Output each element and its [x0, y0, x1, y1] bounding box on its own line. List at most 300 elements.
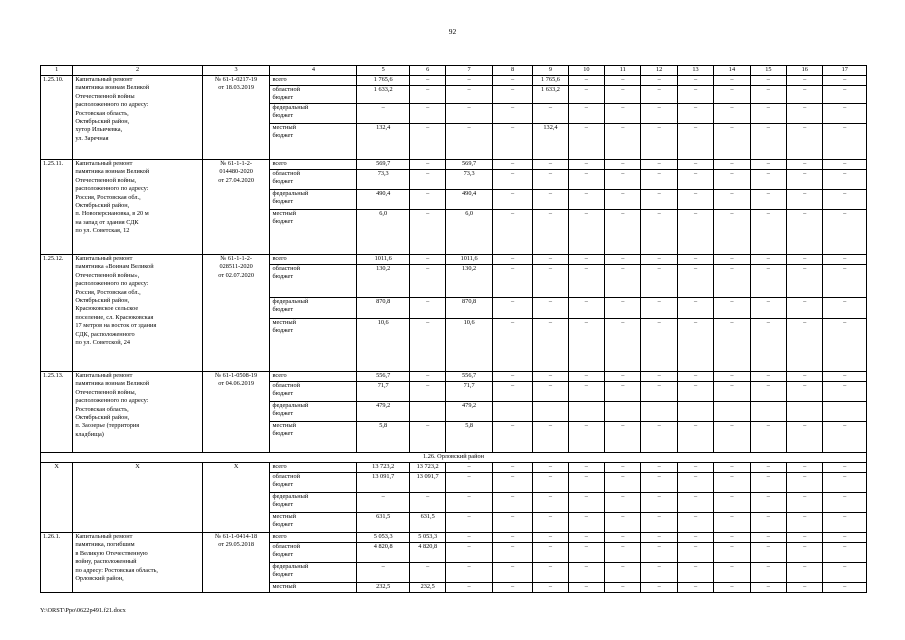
value-cell: –	[787, 583, 823, 593]
value-cell	[641, 402, 677, 422]
value-cell: –	[787, 265, 823, 298]
column-header: 9	[533, 66, 568, 76]
value-cell: –	[492, 583, 532, 593]
value-cell: 5,8	[446, 422, 493, 453]
document-number: Х	[202, 463, 270, 533]
value-cell: –	[823, 563, 867, 583]
column-header: 5	[357, 66, 410, 76]
value-cell: 569,7	[446, 160, 493, 170]
value-cell: –	[533, 563, 568, 583]
value-cell: –	[605, 160, 641, 170]
value-cell: –	[787, 160, 823, 170]
funding-source: местный бюджет	[270, 513, 357, 533]
table-row	[41, 160, 867, 170]
value-cell: –	[568, 533, 604, 543]
value-cell: –	[677, 463, 713, 473]
value-cell: 13 723,2	[409, 463, 445, 473]
value-cell: –	[446, 463, 493, 473]
value-cell: –	[641, 583, 677, 593]
value-cell: –	[714, 533, 750, 543]
value-cell: –	[641, 463, 677, 473]
item-number: Х	[41, 463, 73, 533]
value-cell: –	[533, 422, 568, 453]
value-cell: 10,6	[446, 319, 493, 372]
value-cell: –	[446, 86, 493, 104]
value-cell: –	[409, 265, 445, 298]
value-cell: –	[492, 372, 532, 382]
funding-source: федеральный бюджет	[270, 104, 357, 124]
funding-source: местный бюджет	[270, 422, 357, 453]
value-cell: –	[677, 533, 713, 543]
value-cell: –	[641, 86, 677, 104]
value-cell: –	[409, 190, 445, 210]
value-cell: –	[533, 160, 568, 170]
value-cell: –	[605, 124, 641, 160]
column-header: 13	[677, 66, 713, 76]
value-cell: –	[533, 543, 568, 563]
column-header: 16	[787, 66, 823, 76]
value-cell: –	[750, 319, 786, 372]
value-cell: –	[533, 493, 568, 513]
document-number: № 61-1-0217-19 от 18.03.2019	[202, 76, 270, 160]
value-cell: –	[787, 382, 823, 402]
value-cell: –	[714, 210, 750, 255]
funding-source: областной бюджет	[270, 543, 357, 563]
value-cell: –	[750, 493, 786, 513]
value-cell: –	[533, 372, 568, 382]
value-cell: –	[357, 563, 410, 583]
value-cell: –	[823, 543, 867, 563]
value-cell: –	[714, 382, 750, 402]
value-cell: –	[787, 463, 823, 473]
value-cell: –	[605, 86, 641, 104]
value-cell: 132,4	[357, 124, 410, 160]
value-cell: –	[787, 543, 823, 563]
value-cell: –	[787, 533, 823, 543]
value-cell	[533, 402, 568, 422]
value-cell: –	[409, 104, 445, 124]
value-cell: –	[823, 319, 867, 372]
object-name: Х	[73, 463, 202, 533]
value-cell: –	[492, 493, 532, 513]
value-cell: –	[714, 463, 750, 473]
value-cell: –	[568, 170, 604, 190]
document-number: № 61-1-1-2- 014480-2020 от 27.04.2020	[202, 160, 270, 255]
value-cell: 71,7	[357, 382, 410, 402]
column-header: 6	[409, 66, 445, 76]
table-row	[41, 533, 867, 543]
value-cell: –	[492, 463, 532, 473]
value-cell: –	[568, 473, 604, 493]
value-cell: –	[714, 319, 750, 372]
value-cell: 556,7	[446, 372, 493, 382]
value-cell: –	[787, 104, 823, 124]
value-cell: –	[823, 298, 867, 319]
value-cell: 1 633,2	[533, 86, 568, 104]
value-cell: –	[409, 372, 445, 382]
value-cell: –	[446, 533, 493, 543]
footer-file-path: Y:\ORST\Ppo\0622p491.f21.docx	[40, 607, 126, 614]
value-cell: –	[357, 104, 410, 124]
value-cell: –	[568, 76, 604, 86]
value-cell: –	[605, 533, 641, 543]
value-cell: 569,7	[357, 160, 410, 170]
value-cell: –	[641, 190, 677, 210]
column-header: 8	[492, 66, 532, 76]
column-header: 17	[823, 66, 867, 76]
value-cell: –	[409, 255, 445, 265]
value-cell: –	[750, 543, 786, 563]
value-cell: –	[714, 493, 750, 513]
value-cell: –	[492, 170, 532, 190]
value-cell: –	[677, 255, 713, 265]
value-cell: 1 765,6	[357, 76, 410, 86]
value-cell: –	[568, 463, 604, 473]
column-header: 4	[270, 66, 357, 76]
value-cell: –	[823, 170, 867, 190]
value-cell: 5 053,3	[409, 533, 445, 543]
column-header: 1	[41, 66, 73, 76]
budget-table	[40, 65, 867, 593]
value-cell: –	[568, 210, 604, 255]
funding-source: всего	[270, 255, 357, 265]
value-cell: –	[641, 210, 677, 255]
value-cell: –	[787, 372, 823, 382]
object-name: Капитальный ремонт памятника воинам Великой Отечественной войны, расположенного по адресу: Ростовская область, Октябрьский район, п. Заозерье (территория кладбища)	[73, 372, 202, 453]
value-cell: –	[714, 170, 750, 190]
value-cell: –	[409, 422, 445, 453]
value-cell: –	[605, 319, 641, 372]
section-row	[41, 453, 867, 463]
value-cell: –	[823, 493, 867, 513]
value-cell: –	[823, 86, 867, 104]
value-cell: –	[677, 160, 713, 170]
value-cell: 13 723,2	[357, 463, 410, 473]
value-cell: –	[568, 104, 604, 124]
value-cell: –	[823, 210, 867, 255]
value-cell: –	[787, 422, 823, 453]
value-cell: –	[568, 190, 604, 210]
value-cell: –	[787, 473, 823, 493]
value-cell: –	[677, 86, 713, 104]
value-cell: –	[533, 533, 568, 543]
value-cell: –	[750, 210, 786, 255]
item-number: 1.25.13.	[41, 372, 73, 453]
value-cell: –	[492, 382, 532, 402]
value-cell: –	[605, 563, 641, 583]
value-cell	[750, 402, 786, 422]
value-cell: –	[677, 493, 713, 513]
value-cell: –	[605, 372, 641, 382]
value-cell: –	[492, 160, 532, 170]
value-cell: –	[787, 124, 823, 160]
value-cell: –	[605, 463, 641, 473]
value-cell: –	[750, 298, 786, 319]
value-cell: –	[409, 86, 445, 104]
value-cell: –	[568, 160, 604, 170]
value-cell: –	[533, 190, 568, 210]
value-cell: –	[641, 124, 677, 160]
value-cell: –	[787, 255, 823, 265]
value-cell: 5 053,3	[357, 533, 410, 543]
value-cell: –	[641, 298, 677, 319]
value-cell: –	[568, 86, 604, 104]
value-cell: –	[568, 124, 604, 160]
value-cell: –	[750, 533, 786, 543]
value-cell: –	[492, 533, 532, 543]
value-cell: –	[787, 190, 823, 210]
value-cell: –	[714, 298, 750, 319]
value-cell: –	[787, 563, 823, 583]
value-cell: –	[357, 493, 410, 513]
value-cell: –	[714, 563, 750, 583]
value-cell: –	[787, 319, 823, 372]
funding-source: областной бюджет	[270, 382, 357, 402]
value-cell: 130,2	[446, 265, 493, 298]
value-cell: 232,5	[357, 583, 410, 593]
value-cell: –	[605, 104, 641, 124]
value-cell: –	[492, 124, 532, 160]
value-cell: –	[750, 563, 786, 583]
value-cell: 1 765,6	[533, 76, 568, 86]
value-cell: –	[446, 76, 493, 86]
object-name: Капитальный ремонт памятника «Воинам Великой Отечественной войны», расположенного по адресу: Россия, Ростовская обл., Октябрьский район, Красюковское сельское поселение, сл. Красюковская 17 метров на восток от здания СДК, расположенного по ул. Советской, 24	[73, 255, 202, 372]
table-body	[41, 66, 867, 593]
value-cell: –	[677, 210, 713, 255]
value-cell: 4 820,8	[357, 543, 410, 563]
value-cell: 232,5	[409, 583, 445, 593]
funding-source: всего	[270, 372, 357, 382]
value-cell: 490,4	[446, 190, 493, 210]
value-cell: –	[446, 124, 493, 160]
value-cell: –	[492, 86, 532, 104]
value-cell: –	[641, 104, 677, 124]
column-header: 2	[73, 66, 202, 76]
value-cell	[568, 402, 604, 422]
value-cell: –	[714, 190, 750, 210]
funding-source: федеральный бюджет	[270, 298, 357, 319]
column-header: 3	[202, 66, 270, 76]
value-cell: 73,3	[446, 170, 493, 190]
value-cell: –	[823, 190, 867, 210]
value-cell: –	[714, 543, 750, 563]
document-number: № 61-1-1-2- 028511-2020 от 02.07.2020	[202, 255, 270, 372]
value-cell: –	[750, 583, 786, 593]
value-cell: –	[492, 473, 532, 493]
value-cell: –	[823, 104, 867, 124]
value-cell	[714, 402, 750, 422]
value-cell: –	[409, 170, 445, 190]
value-cell: –	[714, 255, 750, 265]
value-cell: –	[787, 298, 823, 319]
value-cell: –	[677, 473, 713, 493]
value-cell: –	[714, 160, 750, 170]
value-cell	[823, 402, 867, 422]
header-row	[41, 66, 867, 76]
value-cell: –	[677, 319, 713, 372]
object-name: Капитальный ремонт памятника воинам Великой Отечественной войны расположенного по адресу: Ростовская область, Октябрьский район, хутор Ильичевка, ул. Заречная	[73, 76, 202, 160]
value-cell: –	[533, 298, 568, 319]
value-cell: –	[605, 382, 641, 402]
value-cell: –	[750, 160, 786, 170]
value-cell: –	[750, 104, 786, 124]
value-cell: –	[641, 372, 677, 382]
value-cell: –	[605, 170, 641, 190]
funding-source: всего	[270, 160, 357, 170]
value-cell: –	[641, 473, 677, 493]
value-cell: 13 091,7	[357, 473, 410, 493]
value-cell: –	[823, 382, 867, 402]
value-cell: –	[787, 170, 823, 190]
column-header: 10	[568, 66, 604, 76]
value-cell: –	[533, 210, 568, 255]
value-cell: –	[787, 493, 823, 513]
value-cell: –	[446, 104, 493, 124]
value-cell: –	[641, 255, 677, 265]
value-cell: 5,8	[357, 422, 410, 453]
value-cell: 71,7	[446, 382, 493, 402]
value-cell: 1 633,2	[357, 86, 410, 104]
value-cell: –	[823, 265, 867, 298]
value-cell: –	[641, 76, 677, 86]
value-cell: 1011,6	[357, 255, 410, 265]
value-cell: –	[605, 210, 641, 255]
value-cell: –	[677, 543, 713, 563]
value-cell: –	[750, 513, 786, 533]
value-cell: –	[533, 382, 568, 402]
value-cell: –	[823, 533, 867, 543]
value-cell: –	[446, 493, 493, 513]
funding-source: областной бюджет	[270, 473, 357, 493]
value-cell: –	[677, 76, 713, 86]
value-cell: –	[446, 513, 493, 533]
value-cell: –	[605, 473, 641, 493]
value-cell: –	[605, 190, 641, 210]
value-cell	[492, 402, 532, 422]
column-header: 7	[446, 66, 493, 76]
column-header: 11	[605, 66, 641, 76]
value-cell: –	[568, 372, 604, 382]
value-cell: –	[787, 76, 823, 86]
value-cell: –	[605, 583, 641, 593]
value-cell: –	[533, 319, 568, 372]
funding-source: всего	[270, 76, 357, 86]
value-cell: –	[714, 372, 750, 382]
value-cell: –	[714, 422, 750, 453]
funding-source: местный бюджет	[270, 319, 357, 372]
value-cell: –	[605, 298, 641, 319]
value-cell: –	[714, 76, 750, 86]
value-cell	[605, 402, 641, 422]
value-cell: –	[677, 170, 713, 190]
item-number: 1.25.10.	[41, 76, 73, 160]
value-cell: –	[750, 190, 786, 210]
value-cell: –	[714, 513, 750, 533]
value-cell: –	[677, 382, 713, 402]
value-cell: 73,3	[357, 170, 410, 190]
value-cell: –	[823, 76, 867, 86]
value-cell: –	[750, 255, 786, 265]
value-cell: –	[823, 124, 867, 160]
value-cell: –	[677, 583, 713, 593]
value-cell: –	[714, 583, 750, 593]
object-name: Капитальный ремонт памятника воинам Великой Отечественной войны, расположенного по адресу: Россия, Ростовская обл., Октябрьский район, п. Новоперсиановка, в 20 м на запад от здания СДК по ул. Советская, 12	[73, 160, 202, 255]
value-cell: –	[641, 170, 677, 190]
value-cell: –	[677, 563, 713, 583]
value-cell: –	[787, 210, 823, 255]
value-cell: –	[750, 124, 786, 160]
value-cell: –	[750, 422, 786, 453]
funding-source: федеральный бюджет	[270, 190, 357, 210]
value-cell: –	[492, 210, 532, 255]
value-cell: –	[409, 210, 445, 255]
value-cell: –	[823, 422, 867, 453]
value-cell: –	[533, 170, 568, 190]
value-cell: –	[568, 583, 604, 593]
value-cell: –	[533, 255, 568, 265]
item-number: 1.25.11.	[41, 160, 73, 255]
value-cell: –	[787, 86, 823, 104]
column-header: 14	[714, 66, 750, 76]
value-cell: –	[446, 583, 493, 593]
value-cell: –	[750, 86, 786, 104]
funding-source: всего	[270, 463, 357, 473]
value-cell: –	[641, 543, 677, 563]
value-cell	[787, 402, 823, 422]
value-cell: 479,2	[357, 402, 410, 422]
value-cell: –	[714, 104, 750, 124]
value-cell	[409, 402, 445, 422]
value-cell: –	[750, 170, 786, 190]
value-cell: –	[446, 563, 493, 583]
funding-source: местный	[270, 583, 357, 593]
value-cell: –	[409, 76, 445, 86]
value-cell: –	[568, 493, 604, 513]
value-cell: 132,4	[533, 124, 568, 160]
value-cell: –	[677, 422, 713, 453]
funding-source: местный бюджет	[270, 124, 357, 160]
value-cell: –	[641, 533, 677, 543]
value-cell: –	[533, 473, 568, 493]
value-cell: –	[750, 382, 786, 402]
value-cell: –	[605, 76, 641, 86]
value-cell: –	[492, 76, 532, 86]
value-cell: –	[641, 493, 677, 513]
value-cell: –	[605, 513, 641, 533]
value-cell: –	[750, 76, 786, 86]
value-cell: –	[409, 298, 445, 319]
value-cell: –	[492, 563, 532, 583]
value-cell: –	[714, 86, 750, 104]
value-cell: 870,8	[357, 298, 410, 319]
value-cell: 13 091,7	[409, 473, 445, 493]
value-cell: –	[533, 104, 568, 124]
value-cell: –	[568, 319, 604, 372]
value-cell: –	[641, 382, 677, 402]
funding-source: местный бюджет	[270, 210, 357, 255]
value-cell: –	[823, 463, 867, 473]
value-cell: –	[568, 255, 604, 265]
column-header: 12	[641, 66, 677, 76]
value-cell: –	[568, 543, 604, 563]
budget-table-wrapper	[40, 65, 867, 593]
table-row	[41, 372, 867, 382]
value-cell: –	[533, 463, 568, 473]
table-row	[41, 76, 867, 86]
value-cell: 490,4	[357, 190, 410, 210]
value-cell: –	[677, 372, 713, 382]
value-cell: –	[605, 255, 641, 265]
